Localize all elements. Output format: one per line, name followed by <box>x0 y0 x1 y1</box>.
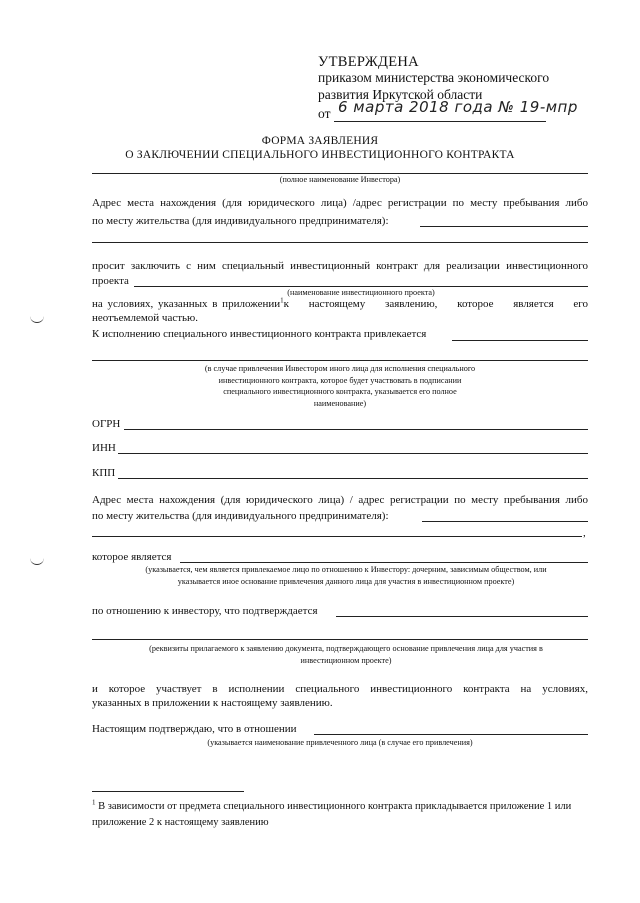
inn-label: ИНН <box>92 442 116 454</box>
address2-line-1: Адрес места нахождения (для юридического лица) / адрес регистрации по месту пребывания либо <box>92 494 588 506</box>
footnote-text: В зависимости от предмета специального инвестиционного контракта прикладывается приложение 1 или <box>95 801 572 812</box>
approval-line-3-prefix: от <box>318 106 331 121</box>
request-line-1: просит заключить с ним специальный инвестиционный контракт для реализации инвестиционного <box>92 260 588 272</box>
footnote-ref: 1 <box>280 296 284 305</box>
confirmed-by-field-a[interactable] <box>336 616 588 617</box>
caption-attracted-name: (указывается наименование привлеченного лица (в случае его привлечения) <box>207 738 473 747</box>
margin-mark <box>30 558 44 565</box>
caption-investor: (полное наименование Инвестора) <box>279 175 401 184</box>
caption-other-person-line: (в случае привлечения Инвестором иного лица для исполнения специального <box>204 364 476 373</box>
confirm-label: Настоящим подтверждаю, что в отношении <box>92 723 297 735</box>
address2-field-b[interactable] <box>92 536 582 537</box>
address2-field-a[interactable] <box>422 521 588 522</box>
margin-mark <box>30 316 44 323</box>
participates-line-2: указанных в приложении к настоящему заявлению. <box>92 697 333 709</box>
approval-title: УТВЕРЖДЕНА <box>318 54 419 70</box>
conditions-line-1 <box>92 297 588 311</box>
footnote-marker: 1 <box>92 798 96 807</box>
conditions-text-a: на условиях, указанных в приложении <box>92 298 281 310</box>
address1-line-2: по месту жительства (для индивидуального предпринимателя): <box>92 215 389 227</box>
caption-other-person-line: наименование) <box>313 398 367 408</box>
conditions-line-2: неотъемлемой частью. <box>92 312 199 324</box>
participates-line-1: и которое участвует в исполнении специального инвестиционного контракта на условиях, <box>92 683 588 695</box>
approval-line-2: развития Иркутской области <box>318 87 483 102</box>
relation-field[interactable] <box>180 562 588 563</box>
execution-text: К исполнению специального инвестиционного контракта привлекается <box>92 328 427 340</box>
caption-project: (наименование инвестиционного проекта) <box>287 288 435 297</box>
caption-other-person-line: инвестиционного контракта, которое будет участвовать в подписании <box>218 375 462 385</box>
which-is-label: которое является <box>92 551 172 563</box>
caption-requisites-line: (реквизиты прилагаемого к заявлению документа, подтверждающего основание привлечения лица для участия в <box>149 644 543 653</box>
caption-other-person-line: специального инвестиционного контракта, указывается его полное <box>223 387 457 396</box>
kpp-field[interactable] <box>118 478 588 479</box>
conditions-text-b: к настоящему заявлению, которое является его <box>283 298 588 310</box>
date-underline <box>334 121 546 122</box>
approval-line-1: приказом министерства экономического <box>318 70 550 85</box>
footnote-line-2: приложение 2 к настоящему заявлению <box>92 817 269 828</box>
ogrn-field[interactable] <box>124 429 588 430</box>
address1-field-a[interactable] <box>420 226 588 227</box>
form-title-line-1: ФОРМА ЗАЯВЛЕНИЯ <box>261 135 379 147</box>
address1-field-b[interactable] <box>92 242 588 243</box>
address2-line-2: по месту жительства (для индивидуального предпринимателя): <box>92 510 389 522</box>
caption-relation <box>92 564 600 587</box>
handwritten-date-number: 6 марта 2018 года № 19-мпр <box>338 98 578 116</box>
execution-field-b[interactable] <box>92 360 588 361</box>
footnote-line-1 <box>92 800 571 814</box>
ogrn-label: ОГРН <box>92 418 121 430</box>
attracted-name-field[interactable] <box>314 734 588 735</box>
address2-comma: , <box>583 527 586 539</box>
confirmed-by-field-b[interactable] <box>92 639 588 640</box>
caption-requisites-line: инвестиционном проекте) <box>300 655 392 665</box>
caption-other-person <box>92 363 588 409</box>
confirmed-by-label: по отношению к инвестору, что подтверждается <box>92 605 318 617</box>
caption-requisites <box>92 643 600 666</box>
caption-relation-line: указывается иное основание привлечения данного лица для участия в инвестиционном проекте) <box>177 576 515 586</box>
caption-relation-line: (указывается, чем является привлекаемое лицо по отношению к Инвестору: дочерним, зависимым обществом, или <box>145 565 547 574</box>
kpp-label: КПП <box>92 467 116 479</box>
footnote-separator <box>92 791 244 792</box>
inn-field[interactable] <box>118 453 588 454</box>
address1-line-1: Адрес места нахождения (для юридического лица) /адрес регистрации по месту пребывания либо <box>92 197 588 209</box>
execution-field-a[interactable] <box>452 340 588 341</box>
request-line-2: проекта <box>92 275 129 287</box>
form-title-line-2: О ЗАКЛЮЧЕНИИ СПЕЦИАЛЬНОГО ИНВЕСТИЦИОННОГО КОНТРАКТА <box>125 149 515 161</box>
